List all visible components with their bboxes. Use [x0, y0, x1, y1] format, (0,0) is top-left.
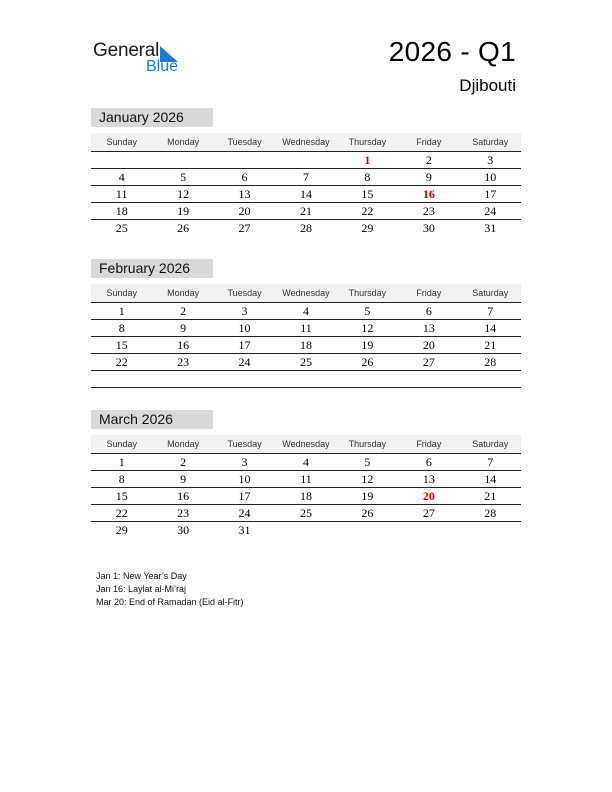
day-cell: 3 — [487, 153, 494, 167]
day-cell: 21 — [484, 489, 497, 503]
day-cell: 14 — [299, 187, 312, 201]
holiday-note: Jan 16: Laylat al-Mi’raj — [96, 584, 187, 594]
day-cell: 13 — [422, 472, 435, 486]
day-cell: 15 — [361, 187, 374, 201]
week-row — [91, 488, 521, 505]
day-cell — [398, 522, 459, 538]
holiday-note: Jan 1: New Year’s Day — [96, 571, 187, 581]
day-cell: 9 — [425, 170, 432, 184]
day-cell: 30 — [177, 523, 190, 537]
day-cell: 1 — [118, 455, 125, 469]
day-cell: 27 — [238, 221, 251, 235]
day-cell: 21 — [484, 338, 497, 352]
weekday-label: Wednesday — [282, 137, 330, 147]
day-cell: 17 — [238, 338, 251, 352]
day-cell: 3 — [241, 455, 248, 469]
weekday-label: Monday — [167, 288, 200, 298]
day-cell: 12 — [177, 187, 190, 201]
day-cell: 14 — [484, 472, 497, 486]
day-cell: 18 — [115, 204, 128, 218]
day-cell: 13 — [238, 187, 251, 201]
day-cell — [152, 371, 213, 387]
day-cell: 2 — [180, 304, 187, 318]
day-cell: 22 — [361, 204, 374, 218]
day-cell: 4 — [302, 304, 309, 318]
day-cell: 16 — [177, 489, 190, 503]
month-name: January 2026 — [91, 108, 213, 127]
day-cell: 22 — [115, 355, 128, 369]
month-calendar — [91, 410, 521, 538]
day-cell — [214, 371, 275, 387]
week-row — [91, 320, 521, 337]
weekday-label: Friday — [416, 439, 442, 449]
weekday-label: Tuesday — [227, 439, 262, 449]
day-cell: 20 — [422, 338, 435, 352]
day-cell: 24 — [484, 204, 497, 218]
weekday-label: Thursday — [348, 439, 387, 449]
day-cell: 25 — [115, 221, 128, 235]
holiday-date: 16 — [422, 187, 435, 201]
day-cell: 7 — [302, 170, 309, 184]
holiday-note: Mar 20: End of Ramadan (Eid al-Fitr) — [96, 597, 244, 607]
day-cell: 15 — [115, 338, 128, 352]
day-cell: 6 — [425, 304, 432, 318]
weekday-label: Thursday — [348, 137, 387, 147]
month-calendar — [91, 259, 521, 388]
day-cell — [214, 152, 275, 168]
day-cell: 11 — [115, 187, 128, 201]
holiday-notes — [96, 570, 244, 609]
day-cell: 17 — [484, 187, 497, 201]
holiday-date: 1 — [364, 153, 371, 167]
weekday-label: Wednesday — [282, 288, 330, 298]
day-cell: 6 — [241, 170, 248, 184]
weekday-header — [91, 435, 521, 454]
day-cell: 3 — [241, 304, 248, 318]
day-cell: 31 — [484, 221, 497, 235]
day-cell: 21 — [299, 204, 312, 218]
day-cell — [275, 371, 336, 387]
holiday-date: 20 — [422, 489, 435, 503]
day-cell: 25 — [299, 506, 312, 520]
week-row — [91, 505, 521, 522]
week-row — [91, 471, 521, 488]
week-row — [91, 522, 521, 538]
day-cell — [91, 152, 152, 168]
day-cell: 26 — [361, 355, 374, 369]
week-row — [91, 152, 521, 169]
day-cell: 15 — [115, 489, 128, 503]
day-cell: 11 — [300, 472, 312, 486]
day-cell: 12 — [361, 321, 374, 335]
day-cell: 29 — [115, 523, 128, 537]
day-cell: 18 — [299, 338, 312, 352]
week-row — [91, 203, 521, 220]
day-cell: 28 — [484, 355, 497, 369]
day-cell — [275, 152, 336, 168]
day-cell — [91, 371, 152, 387]
day-cell: 19 — [177, 204, 190, 218]
month-name: March 2026 — [91, 410, 213, 429]
day-cell: 9 — [180, 321, 187, 335]
week-row — [91, 371, 521, 388]
weekday-label: Monday — [167, 137, 200, 147]
day-cell: 31 — [238, 523, 251, 537]
week-row — [91, 220, 521, 236]
day-cell: 14 — [484, 321, 497, 335]
week-row — [91, 337, 521, 354]
day-cell: 27 — [422, 355, 435, 369]
day-cell: 23 — [177, 355, 190, 369]
month-calendar — [91, 108, 521, 236]
logo-text-general: General — [93, 40, 160, 61]
day-cell: 17 — [238, 489, 251, 503]
weekday-label: Sunday — [106, 288, 137, 298]
day-cell: 7 — [487, 304, 494, 318]
weekday-label: Saturday — [472, 439, 509, 449]
day-cell — [337, 522, 398, 538]
weekday-label: Friday — [416, 288, 442, 298]
weekday-label: Friday — [416, 137, 442, 147]
day-cell: 13 — [422, 321, 435, 335]
weekday-label: Tuesday — [227, 137, 262, 147]
day-cell: 22 — [115, 506, 128, 520]
day-cell: 11 — [300, 321, 312, 335]
day-cell: 18 — [299, 489, 312, 503]
day-cell: 20 — [238, 204, 251, 218]
day-cell: 16 — [177, 338, 190, 352]
day-cell: 30 — [422, 221, 435, 235]
day-cell — [398, 371, 459, 387]
weekday-label: Sunday — [106, 439, 137, 449]
day-cell: 27 — [422, 506, 435, 520]
weekday-label: Saturday — [472, 137, 509, 147]
day-cell — [337, 371, 398, 387]
day-cell: 6 — [425, 455, 432, 469]
weekday-label: Thursday — [348, 288, 387, 298]
day-cell: 8 — [118, 472, 125, 486]
day-cell — [275, 522, 336, 538]
day-cell: 10 — [238, 321, 251, 335]
day-cell: 29 — [361, 221, 374, 235]
day-cell: 10 — [238, 472, 251, 486]
month-name: February 2026 — [91, 259, 213, 278]
day-cell: 9 — [180, 472, 187, 486]
logo-text-blue: Blue — [146, 58, 179, 75]
day-cell: 4 — [302, 455, 309, 469]
page-title: 2026 - Q1 — [388, 36, 516, 67]
day-cell: 8 — [118, 321, 125, 335]
day-cell: 5 — [364, 304, 371, 318]
day-cell — [460, 371, 521, 387]
weekday-label: Tuesday — [227, 288, 262, 298]
day-cell: 8 — [364, 170, 371, 184]
week-row — [91, 186, 521, 203]
day-cell: 19 — [361, 338, 374, 352]
week-row — [91, 454, 521, 471]
day-cell: 2 — [180, 455, 187, 469]
weekday-header — [91, 133, 521, 152]
day-cell: 7 — [487, 455, 494, 469]
day-cell: 26 — [177, 221, 190, 235]
day-cell: 5 — [180, 170, 187, 184]
weekday-label: Sunday — [106, 137, 137, 147]
day-cell: 25 — [299, 355, 312, 369]
day-cell: 2 — [425, 153, 432, 167]
country-name: Djibouti — [459, 76, 516, 95]
day-cell: 28 — [484, 506, 497, 520]
week-row — [91, 354, 521, 371]
day-cell: 23 — [422, 204, 435, 218]
weekday-label: Saturday — [472, 288, 509, 298]
day-cell — [460, 522, 521, 538]
weekday-header — [91, 284, 521, 303]
day-cell — [152, 152, 213, 168]
day-cell: 24 — [238, 506, 251, 520]
day-cell: 24 — [238, 355, 251, 369]
day-cell: 23 — [177, 506, 190, 520]
brand-logo — [93, 40, 193, 80]
day-cell: 5 — [364, 455, 371, 469]
week-row — [91, 303, 521, 320]
weekday-label: Wednesday — [282, 439, 330, 449]
week-row — [91, 169, 521, 186]
day-cell: 26 — [361, 506, 374, 520]
weekday-label: Monday — [167, 439, 200, 449]
day-cell: 28 — [299, 221, 312, 235]
day-cell: 12 — [361, 472, 374, 486]
day-cell: 4 — [118, 170, 125, 184]
day-cell: 10 — [484, 170, 497, 184]
day-cell: 1 — [118, 304, 125, 318]
day-cell: 19 — [361, 489, 374, 503]
